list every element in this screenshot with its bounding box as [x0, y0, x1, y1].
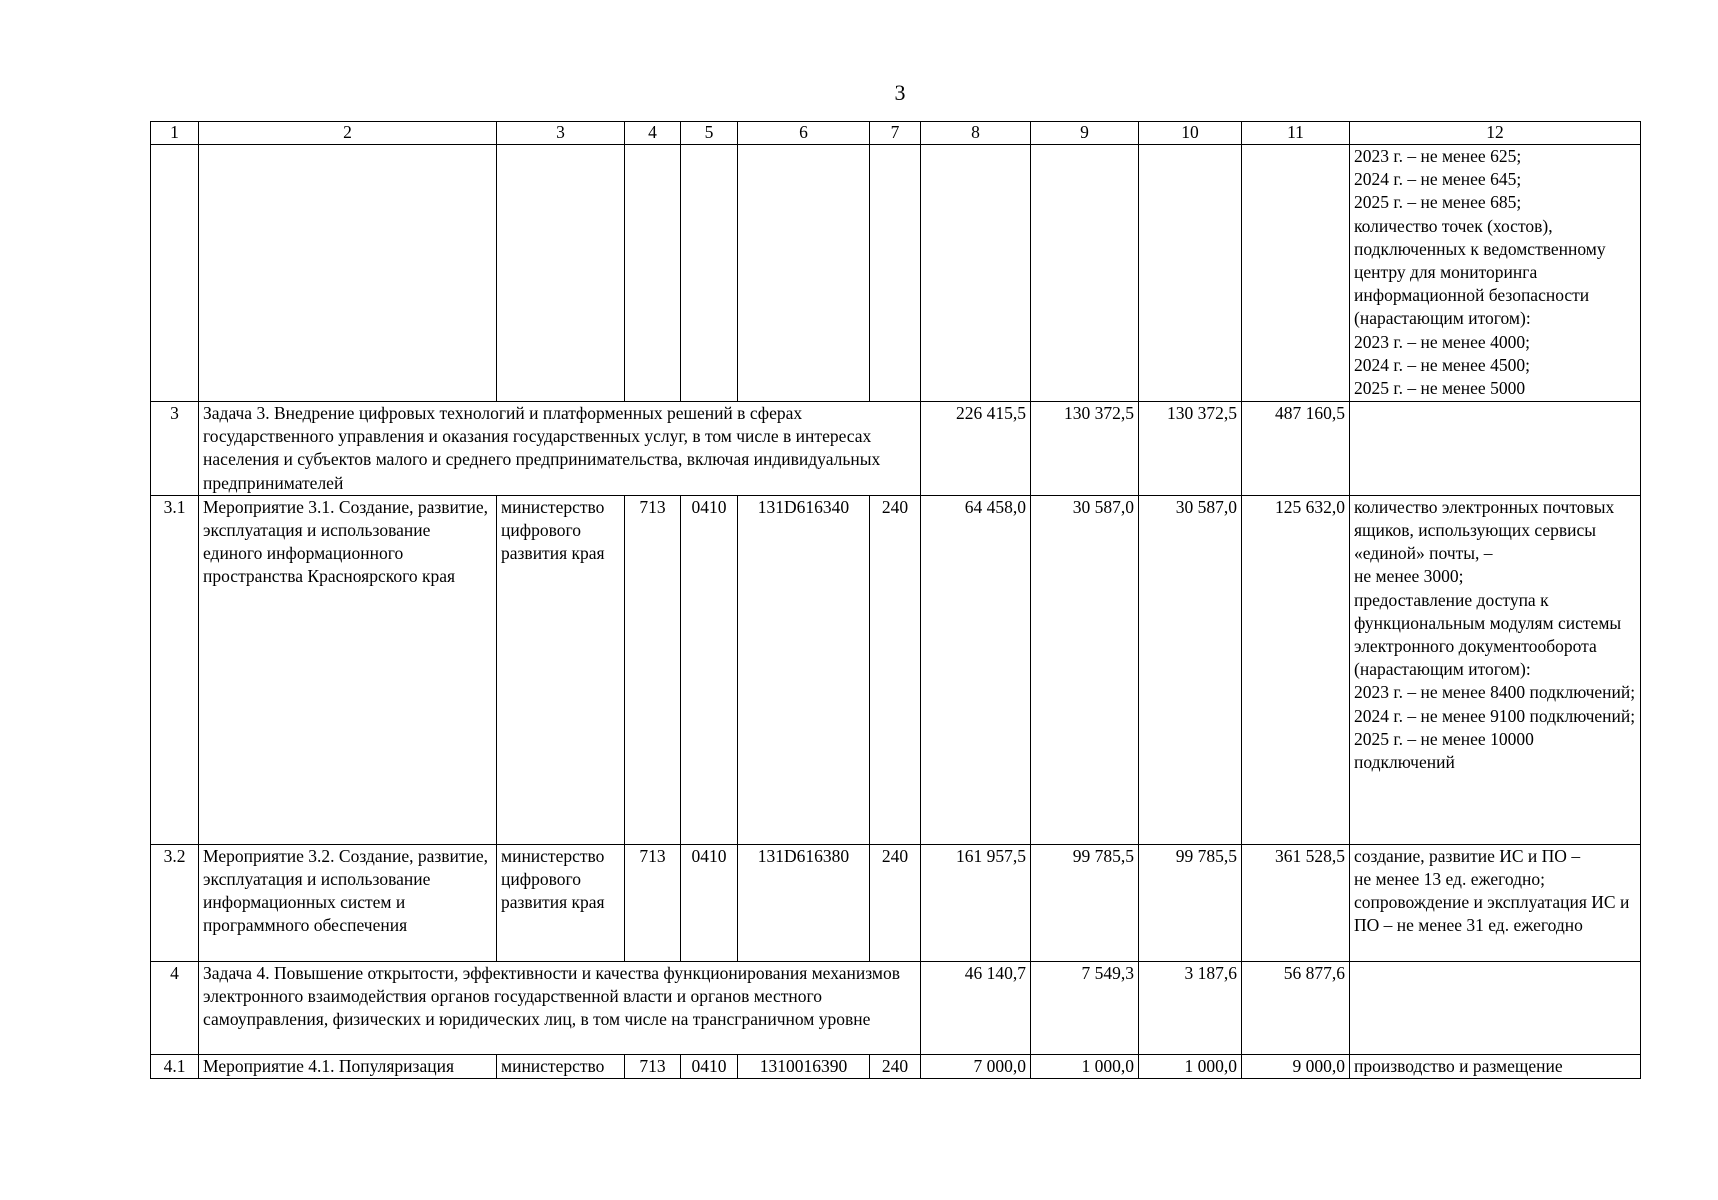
vr-code: 240 — [870, 495, 921, 844]
page-number: 3 — [894, 80, 906, 105]
measure-row-3-2 — [151, 844, 1641, 961]
header-cell: 9 — [1031, 122, 1139, 145]
indicators-cell: производство и размещение — [1350, 1054, 1641, 1078]
amount-2025: 1 000,0 — [1139, 1054, 1242, 1078]
vr-code: 240 — [870, 844, 921, 961]
measure-row-3-1 — [151, 495, 1641, 844]
csr-code: 131D616340 — [738, 495, 870, 844]
header-cell: 12 — [1350, 122, 1641, 145]
cell-empty — [497, 145, 625, 402]
task-row-4 — [151, 961, 1641, 1054]
indicators-cell — [1350, 961, 1641, 1054]
amount-total: 125 632,0 — [1242, 495, 1350, 844]
amount-2023: 7 000,0 — [921, 1054, 1031, 1078]
row-number: 3.2 — [151, 844, 199, 961]
indicators-cell: количество электронных почтовых ящиков, использующих сервисы «единой» почты, – не менее 3000; предоставление доступа к функциональным модулям системы электронного документооборота (нарастающим итогом): 2023 г. – не менее 8400 подключений; 2024 г. – не менее 9100 подключений; 2025 г. – не менее 10000 подключений — [1350, 495, 1641, 844]
amount-total: 56 877,6 — [1242, 961, 1350, 1054]
header-cell: 4 — [625, 122, 681, 145]
task-title: Задача 4. Повышение открытости, эффективности и качества функционирования механизмов электронного взаимодействия органов государственной власти и органов местного самоуправления, физических и юридических лиц, в том числе на трансграничном уровне — [199, 961, 921, 1054]
header-cell: 1 — [151, 122, 199, 145]
amount-2025: 130 372,5 — [1139, 402, 1242, 496]
cell-empty — [738, 145, 870, 402]
header-cell: 7 — [870, 122, 921, 145]
cell-empty — [681, 145, 738, 402]
cell-empty — [151, 145, 199, 402]
cell-empty — [199, 145, 497, 402]
executor: министерство цифрового развития края — [497, 495, 625, 844]
cell-empty — [921, 145, 1031, 402]
header-cell: 8 — [921, 122, 1031, 145]
header-cell: 6 — [738, 122, 870, 145]
table-row-continuation — [151, 145, 1641, 402]
measure-title: Мероприятие 3.2. Создание, развитие, эксплуатация и использование информационных систем и программного обеспечения — [199, 844, 497, 961]
indicators-cell — [1350, 402, 1641, 496]
measure-title: Мероприятие 4.1. Популяризация — [199, 1054, 497, 1078]
cell-empty — [625, 145, 681, 402]
amount-2025: 99 785,5 — [1139, 844, 1242, 961]
amount-2024: 1 000,0 — [1031, 1054, 1139, 1078]
grbs-code: 713 — [625, 495, 681, 844]
amount-2024: 99 785,5 — [1031, 844, 1139, 961]
amount-2023: 161 957,5 — [921, 844, 1031, 961]
rzpr-code: 0410 — [681, 844, 738, 961]
amount-2023: 64 458,0 — [921, 495, 1031, 844]
executor: министерство — [497, 1054, 625, 1078]
amount-2023: 46 140,7 — [921, 961, 1031, 1054]
task-title: Задача 3. Внедрение цифровых технологий и платформенных решений в сферах государственного управления и оказания государственных услуг, в том числе в интересах населения и субъектов малого и среднего предпринимательства, включая индивидуальных предпринимателей — [199, 402, 921, 496]
program-table — [150, 121, 1641, 1079]
grbs-code: 713 — [625, 844, 681, 961]
row-number: 3.1 — [151, 495, 199, 844]
amount-2024: 130 372,5 — [1031, 402, 1139, 496]
cell-empty — [1139, 145, 1242, 402]
amount-total: 361 528,5 — [1242, 844, 1350, 961]
grbs-code: 713 — [625, 1054, 681, 1078]
csr-code: 1310016390 — [738, 1054, 870, 1078]
amount-total: 487 160,5 — [1242, 402, 1350, 496]
header-cell: 10 — [1139, 122, 1242, 145]
header-row — [151, 122, 1641, 145]
task-row-3 — [151, 402, 1641, 496]
amount-2024: 7 549,3 — [1031, 961, 1139, 1054]
cell-empty — [1031, 145, 1139, 402]
indicators-cell: создание, развитие ИС и ПО – не менее 13 ед. ежегодно; сопровождение и эксплуатация ИС и ПО – не менее 31 ед. ежегодно — [1350, 844, 1641, 961]
executor: министерство цифрового развития края — [497, 844, 625, 961]
cell-empty — [870, 145, 921, 402]
amount-2025: 30 587,0 — [1139, 495, 1242, 844]
rzpr-code: 0410 — [681, 1054, 738, 1078]
csr-code: 131D616380 — [738, 844, 870, 961]
amount-2025: 3 187,6 — [1139, 961, 1242, 1054]
vr-code: 240 — [870, 1054, 921, 1078]
row-number: 4 — [151, 961, 199, 1054]
header-cell: 5 — [681, 122, 738, 145]
header-cell: 2 — [199, 122, 497, 145]
row-number: 3 — [151, 402, 199, 496]
header-cell: 3 — [497, 122, 625, 145]
header-cell: 11 — [1242, 122, 1350, 145]
measure-title: Мероприятие 3.1. Создание, развитие, эксплуатация и использование единого информационного пространства Красноярского края — [199, 495, 497, 844]
measure-row-4-1 — [151, 1054, 1641, 1078]
amount-2024: 30 587,0 — [1031, 495, 1139, 844]
amount-total: 9 000,0 — [1242, 1054, 1350, 1078]
indicators-cell: 2023 г. – не менее 625; 2024 г. – не менее 645; 2025 г. – не менее 685; количество точек (хостов), подключенных к ведомственному центру для мониторинга информационной безопасности (нарастающим итогом): 2023 г. – не менее 4000; 2024 г. – не менее 4500; 2025 г. – не менее 5000 — [1350, 145, 1641, 402]
amount-2023: 226 415,5 — [921, 402, 1031, 496]
row-number: 4.1 — [151, 1054, 199, 1078]
cell-empty — [1242, 145, 1350, 402]
rzpr-code: 0410 — [681, 495, 738, 844]
